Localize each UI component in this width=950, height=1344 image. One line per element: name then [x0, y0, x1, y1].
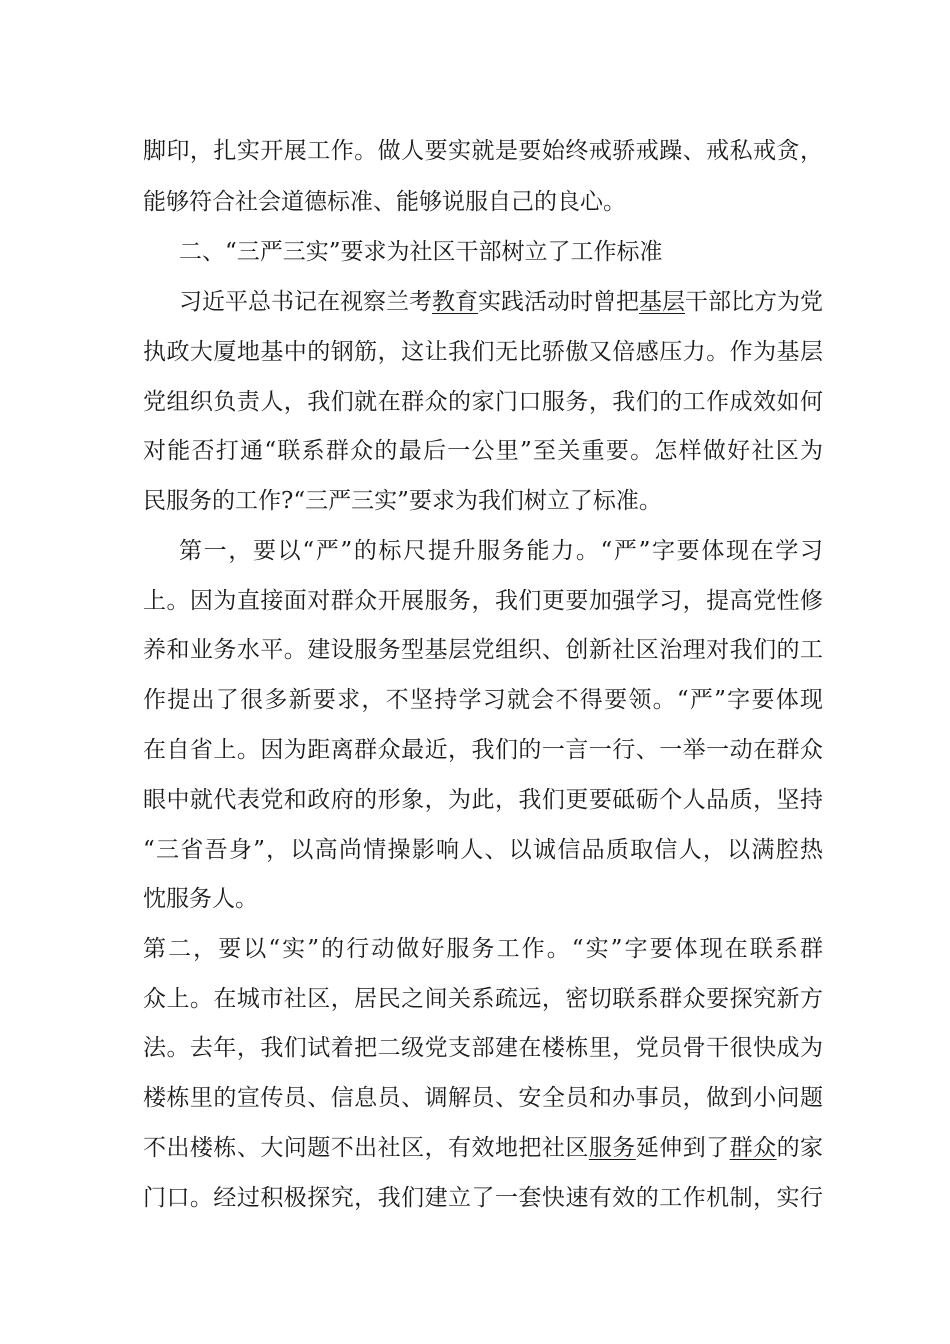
text-run: “三省吾身”，以高尚情操影响人、以诚信品质取信人，以满腔热 [143, 837, 823, 863]
text-run: 楼栋里的宣传员、信息员、调解员、安全员和办事员，做到小问题 [143, 1085, 823, 1111]
text-run: 在自省上。因为距离群众最近，我们的一言一行、一举一动在群众 [143, 737, 823, 763]
link-education[interactable]: 教育 [432, 289, 478, 315]
link-grassroots[interactable]: 基层 [639, 289, 685, 315]
text-run: 干部比方为党 [685, 289, 823, 315]
text-run: 的家 [776, 1135, 824, 1161]
paragraph-line [143, 1173, 823, 1223]
paragraph-line [143, 675, 823, 725]
text-run: 习近平总书记在视察兰考 [179, 289, 432, 315]
paragraph-line [143, 426, 823, 476]
text-run: 党组织负责人，我们就在群众的家门口服务，我们的工作成效如何 [143, 389, 823, 415]
link-service[interactable]: 服务 [588, 1135, 636, 1161]
text-run: 第二，要以“实”的行动做好服务工作。“实”字要体现在联系群 [143, 936, 823, 962]
text-run: 能够符合社会道德标准、能够说服自己的良心。 [143, 189, 626, 215]
paragraph-line [143, 126, 823, 176]
text-run: 延伸到了 [635, 1135, 730, 1161]
text-run: 对能否打通“联系群众的最后一公里”至关重要。怎样做好社区为 [143, 438, 823, 464]
paragraph-line [143, 874, 823, 924]
paragraph-line [143, 327, 823, 377]
text-run: 民服务的工作?“三严三实”要求为我们树立了标准。 [143, 488, 662, 514]
paragraph-line [143, 825, 823, 875]
text-run: 众上。在城市社区，居民之间关系疏远，密切联系群众要探究新方 [143, 986, 823, 1012]
text-run: 执政大厦地基中的钢筋，这让我们无比骄傲又倍感压力。作为基层 [143, 339, 823, 365]
text-run: 不出楼栋、大问题不出社区，有效地把社区 [143, 1135, 589, 1161]
text-run: 忱服务人。 [143, 886, 258, 912]
link-masses[interactable]: 群众 [729, 1135, 777, 1161]
text-run: 作提出了很多新要求，不坚持学习就会不得要领。“严”字要体现 [143, 687, 823, 713]
paragraph-line [179, 277, 823, 327]
text-run: 二、“三严三实”要求为社区干部树立了工作标准 [179, 239, 663, 265]
text-run: 第一，要以“严”的标尺提升服务能力。“严”字要体现在学习 [179, 538, 823, 564]
paragraph-line [143, 924, 823, 974]
paragraph-line [143, 725, 823, 775]
text-run: 实践活动时曾把 [478, 289, 639, 315]
paragraph-line [143, 1023, 823, 1073]
paragraph-line [143, 1073, 823, 1123]
text-run: 眼中就代表党和政府的形象，为此，我们更要砥砺个人品质，坚持 [143, 787, 823, 813]
paragraph-line [143, 974, 823, 1024]
paragraph-line [143, 1123, 823, 1173]
paragraph-line [143, 177, 823, 227]
text-run: 脚印，扎实开展工作。做人要实就是要始终戒骄戒躁、戒私戒贪， [143, 138, 823, 164]
paragraph-line [143, 576, 823, 626]
paragraph-line [143, 476, 823, 526]
section-heading [179, 227, 859, 277]
paragraph-line [143, 775, 823, 825]
text-run: 门口。经过积极探究，我们建立了一套快速有效的工作机制，实行 [143, 1185, 823, 1211]
paragraph-line [179, 526, 823, 576]
paragraph-line [143, 625, 823, 675]
text-run: 上。因为直接面对群众开展服务，我们更要加强学习，提高党性修 [143, 588, 823, 614]
text-run: 养和业务水平。建设服务型基层党组织、创新社区治理对我们的工 [143, 637, 823, 663]
text-run: 法。去年，我们试着把二级党支部建在楼栋里，党员骨干很快成为 [143, 1035, 823, 1061]
paragraph-line [143, 377, 823, 427]
